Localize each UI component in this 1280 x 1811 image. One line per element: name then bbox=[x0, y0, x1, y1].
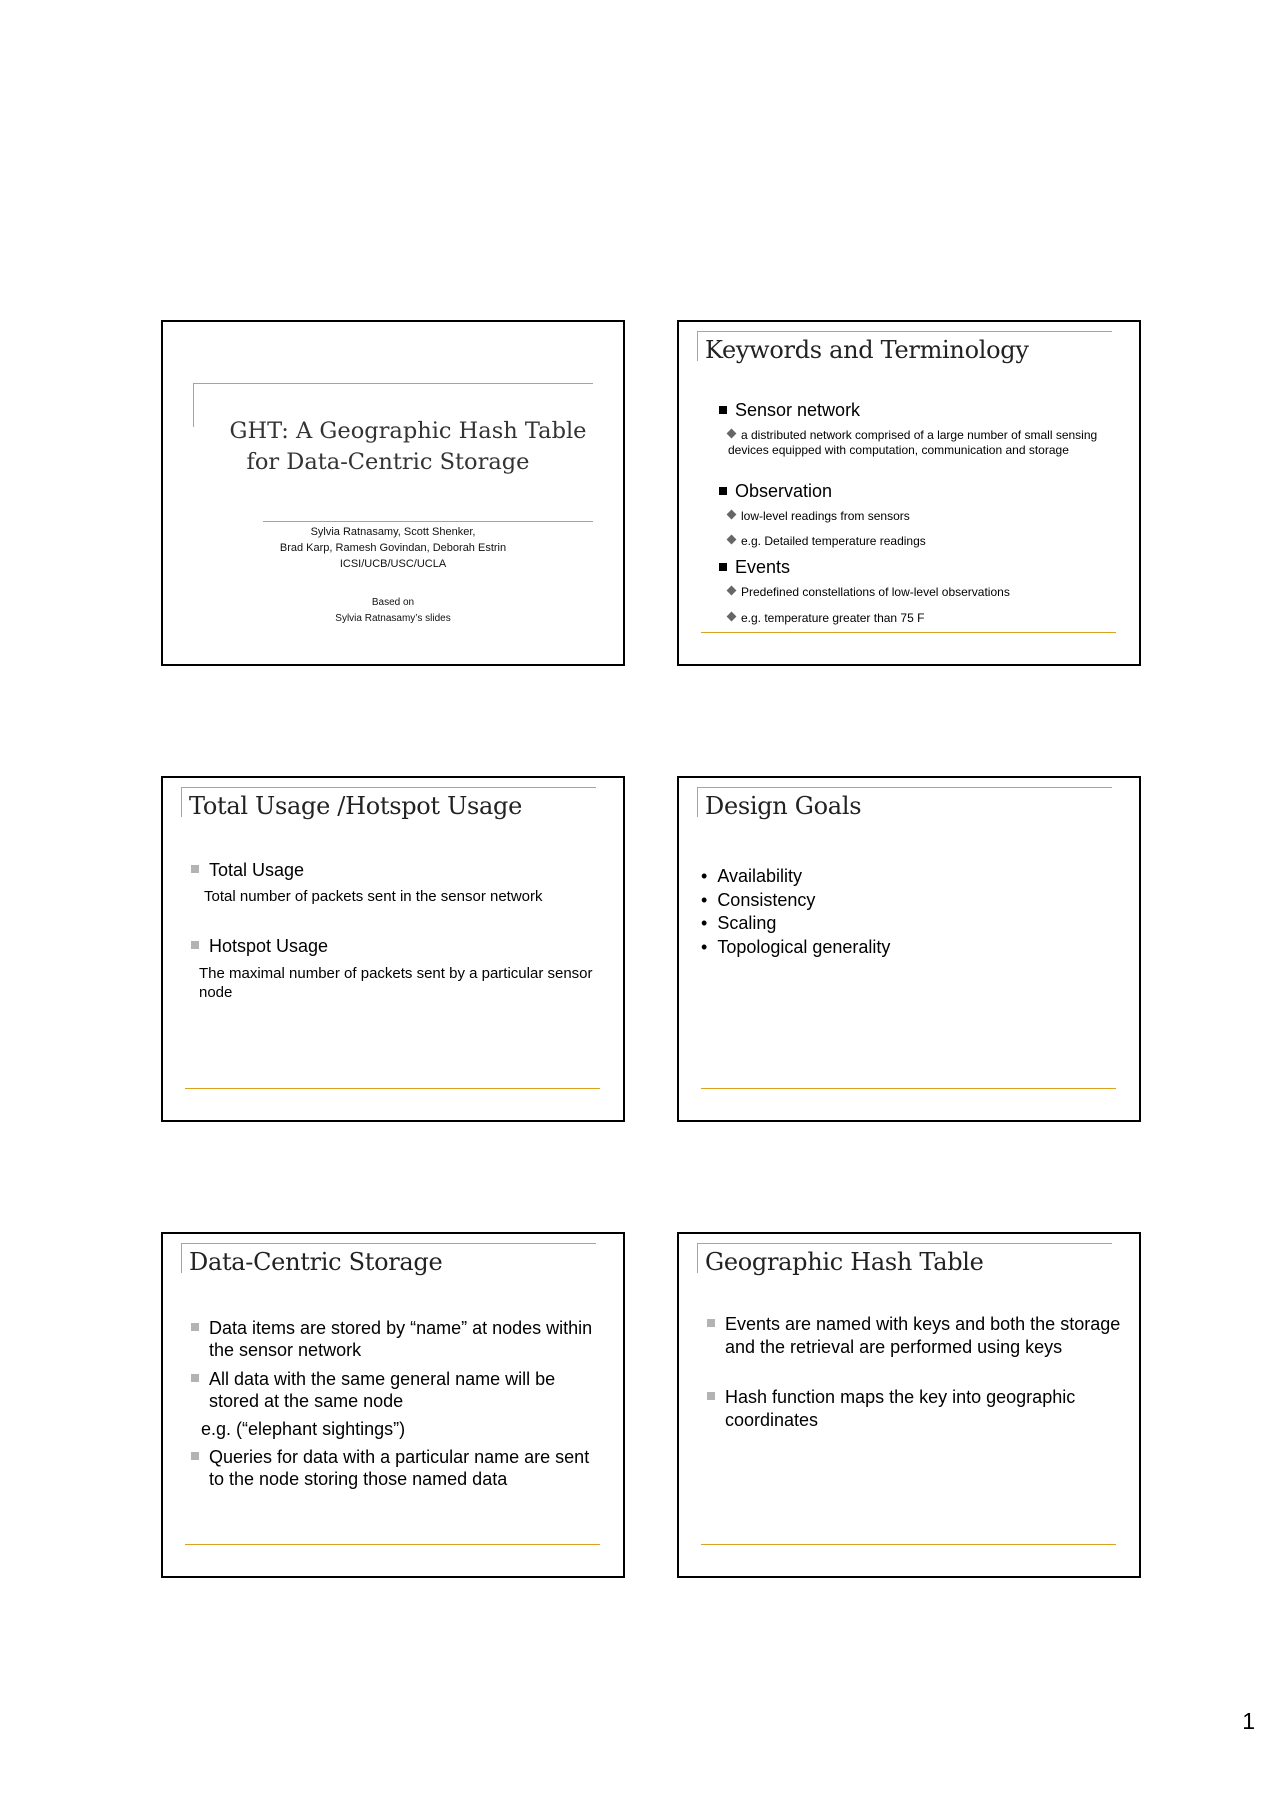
title-rule-left bbox=[181, 787, 182, 817]
slide-2 bbox=[677, 320, 1141, 666]
title-rule-left bbox=[697, 331, 698, 361]
bullet-3 bbox=[191, 1446, 609, 1490]
title-rule-left bbox=[181, 1243, 182, 1273]
design-goals-list bbox=[701, 865, 890, 959]
authors-line-2: Brad Karp, Ramesh Govindan, Deborah Estrin bbox=[279, 542, 507, 554]
slide-6 bbox=[677, 1232, 1141, 1578]
page-number: 1 bbox=[1242, 1708, 1255, 1734]
footer-rule bbox=[185, 1088, 600, 1089]
bullet-observation bbox=[719, 480, 832, 502]
title-rule-top bbox=[181, 1243, 596, 1244]
slide-title: Total Usage /Hotspot Usage bbox=[189, 792, 523, 820]
bullet-text: Events are named with keys and both the storage and the retrieval are performed using keys bbox=[725, 1314, 1121, 1357]
bullet-text: Total Usage bbox=[209, 860, 305, 880]
diamond-bullet-icon bbox=[727, 612, 737, 622]
bullet-square-icon bbox=[719, 406, 727, 414]
bullet-square-icon bbox=[707, 1392, 715, 1400]
sub-bullet bbox=[728, 428, 1098, 458]
title-rule-top bbox=[181, 787, 596, 788]
bullet-text: Observation bbox=[735, 481, 833, 501]
bullet-1 bbox=[191, 1317, 609, 1361]
slide-1 bbox=[161, 320, 625, 666]
slide-title: Geographic Hash Table bbox=[705, 1248, 984, 1276]
sub-bullet-text: e.g. Detailed temperature readings bbox=[741, 534, 926, 548]
bullet-square-icon bbox=[191, 1374, 199, 1382]
diamond-bullet-icon bbox=[727, 535, 737, 545]
bullet-square-icon bbox=[707, 1319, 715, 1327]
sub-bullet bbox=[728, 509, 910, 524]
bullet-total-usage bbox=[191, 859, 304, 881]
authors-line-3: ICSI/UCB/USC/UCLA bbox=[339, 558, 447, 570]
example-text: e.g. (“elephant sightings”) bbox=[201, 1419, 406, 1439]
bullet-text: Queries for data with a particular name are sent to the node storing those named data bbox=[209, 1447, 590, 1489]
footer-rule bbox=[701, 632, 1116, 633]
bullet-text: Events bbox=[735, 557, 791, 577]
bullet-square-icon bbox=[719, 487, 727, 495]
title-rule-top bbox=[697, 1243, 1112, 1244]
bullet-text: Data items are stored by “name” at nodes within the sensor network bbox=[209, 1318, 593, 1360]
bullet-square-icon bbox=[191, 941, 199, 949]
footer-rule bbox=[701, 1088, 1116, 1089]
based-line-1: Based on bbox=[371, 597, 415, 608]
list-item-text: Consistency bbox=[717, 889, 816, 910]
bullet-hotspot-usage bbox=[191, 935, 328, 957]
bullet-2 bbox=[191, 1368, 609, 1412]
slide-title: Design Goals bbox=[705, 792, 862, 820]
footer-rule bbox=[701, 1544, 1116, 1545]
slide-title: Keywords and Terminology bbox=[705, 336, 1029, 364]
bullet-square-icon bbox=[191, 1323, 199, 1331]
sub-bullet bbox=[728, 611, 924, 626]
title-rule-left bbox=[697, 787, 698, 817]
list-item: • Topological generality bbox=[701, 936, 891, 957]
title-rule-top bbox=[697, 331, 1112, 332]
authors bbox=[263, 524, 523, 572]
bullet-text: Hash function maps the key into geographic coordinates bbox=[725, 1387, 1076, 1430]
list-item: • Consistency bbox=[701, 889, 816, 910]
author-rule bbox=[263, 521, 593, 522]
bullet-sensor-network bbox=[719, 399, 860, 421]
bullet-text: Sensor network bbox=[735, 400, 861, 420]
title-rule-top bbox=[697, 787, 1112, 788]
title-line-2: for Data-Centric Storage bbox=[246, 449, 530, 475]
title-rule-top bbox=[193, 383, 593, 384]
based-line-2: Sylvia Ratnasamy’s slides bbox=[335, 613, 451, 624]
bullet-text: Hotspot Usage bbox=[209, 936, 329, 956]
bullet-events bbox=[719, 556, 790, 578]
sub-bullet bbox=[728, 534, 926, 549]
based-on bbox=[263, 595, 523, 627]
diamond-bullet-icon bbox=[727, 586, 737, 596]
slide-1-title bbox=[193, 416, 623, 478]
bullet-square-icon bbox=[191, 1452, 199, 1460]
diamond-bullet-icon bbox=[727, 429, 737, 439]
sub-bullet-text: Predefined constellations of low-level observations bbox=[741, 585, 1010, 599]
list-item: • Availability bbox=[701, 866, 803, 886]
total-usage-text: Total number of packets sent in the sensor network bbox=[204, 888, 543, 905]
bullet-square-icon bbox=[191, 865, 199, 873]
slide-4 bbox=[677, 776, 1141, 1122]
bullet-square-icon bbox=[719, 563, 727, 571]
sub-bullet-text: e.g. temperature greater than 75 F bbox=[741, 611, 925, 625]
slide-5 bbox=[161, 1232, 625, 1578]
list-item-text: Topological generality bbox=[717, 936, 891, 957]
sub-bullet-text: low-level readings from sensors bbox=[741, 509, 910, 523]
diamond-bullet-icon bbox=[727, 510, 737, 520]
sub-bullet-text: a distributed network comprised of a large number of small sensing devices equipped with computation, communication and storage bbox=[728, 428, 1098, 457]
sub-bullet bbox=[728, 585, 1010, 600]
bullet-1 bbox=[707, 1313, 1125, 1359]
authors-line-1: Sylvia Ratnasamy, Scott Shenker, bbox=[310, 526, 476, 538]
list-item-text: Availability bbox=[717, 866, 803, 886]
slide-title: Data-Centric Storage bbox=[189, 1248, 443, 1276]
bullet-text: All data with the same general name will be stored at the same node bbox=[209, 1369, 556, 1411]
list-item: • Scaling bbox=[701, 913, 777, 933]
bullet-2 bbox=[707, 1386, 1125, 1432]
footer-rule bbox=[185, 1544, 600, 1545]
title-line-1: GHT: A Geographic Hash Table bbox=[229, 418, 587, 444]
slide-3 bbox=[161, 776, 625, 1122]
title-rule-left bbox=[697, 1243, 698, 1273]
list-item-text: Scaling bbox=[717, 913, 777, 933]
hotspot-usage-text: The maximal number of packets sent by a particular sensor node bbox=[199, 965, 593, 1001]
